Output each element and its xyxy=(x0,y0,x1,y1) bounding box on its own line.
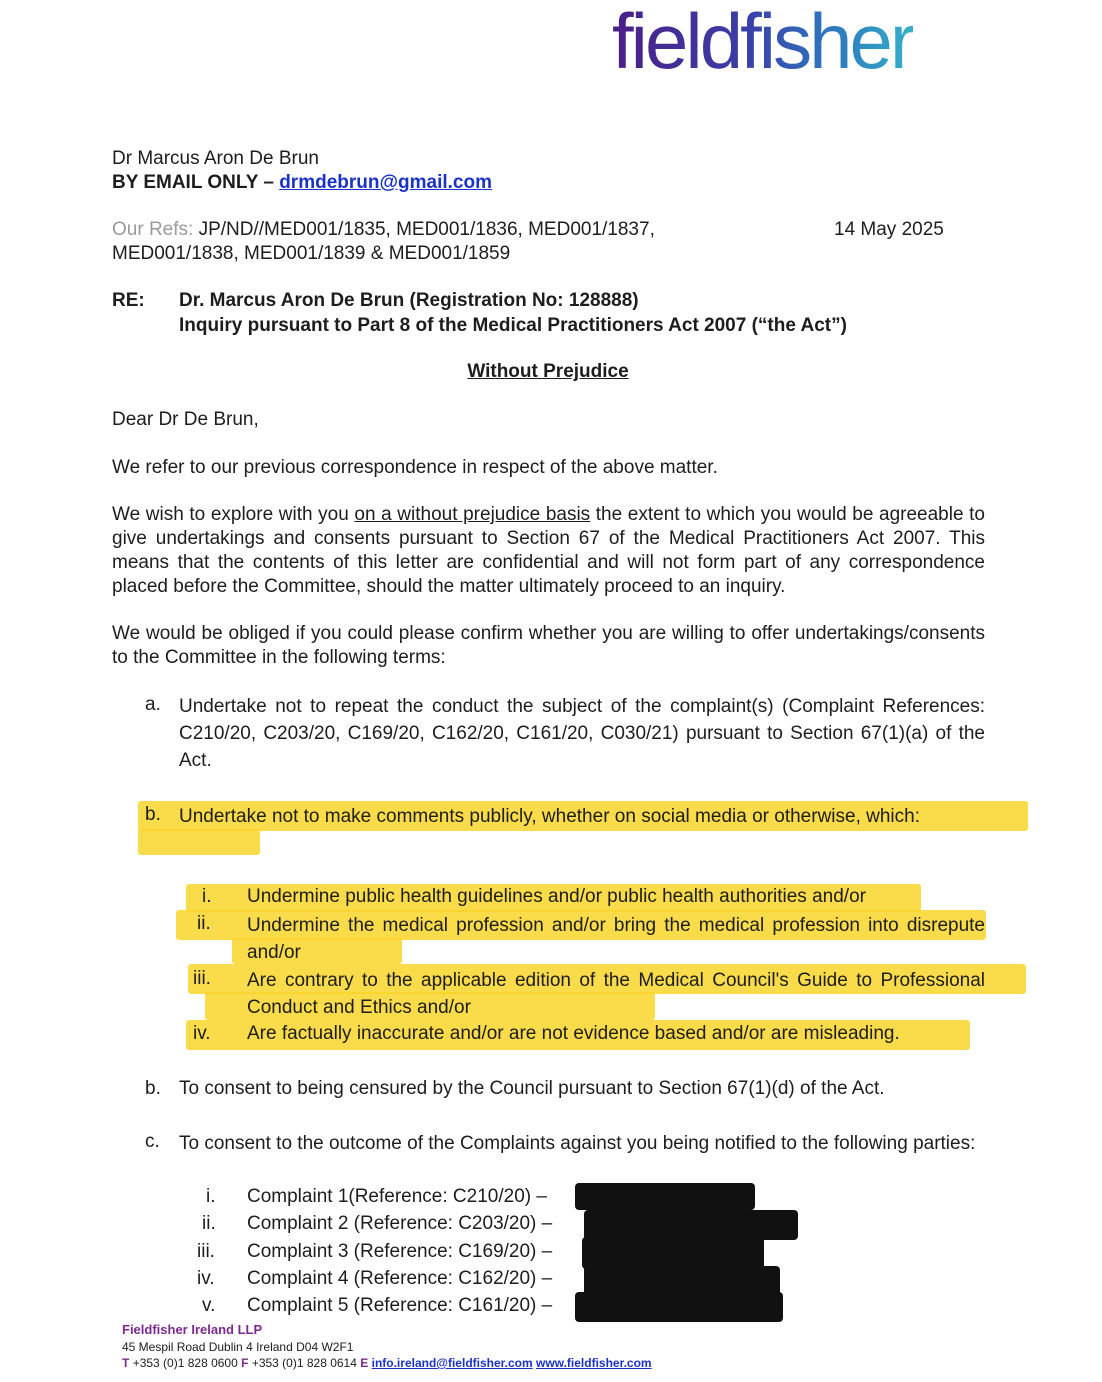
item-c-marker: c. xyxy=(145,1131,160,1152)
complaint-1-marker: i. xyxy=(206,1186,216,1207)
re-line-2: Inquiry pursuant to Part 8 of the Medical Practitioners Act 2007 (“the Act”) xyxy=(179,315,847,336)
item-a-text: Undertake not to repeat the conduct the subject of the complaint(s) (Complaint References: C210/20, C203/20, C169/20, C162/20, C161/20, C030/21) pursuant to Section 67(1)(a) of the Act. xyxy=(179,696,985,771)
subitem-iii-text: Are contrary to the applicable edition of the Medical Council's Guide to Professional Conduct and Ethics and/or xyxy=(247,970,985,1018)
paragraph-2 xyxy=(112,503,985,599)
footer-contacts xyxy=(122,1355,652,1371)
subitem-iv-text: Are factually inaccurate and/or are not evidence based and/or are misleading. xyxy=(247,1023,900,1044)
item-b1-marker: b. xyxy=(145,804,161,825)
footer-address: 45 Mespil Road Dublin 4 Ireland D04 W2F1 xyxy=(122,1340,354,1354)
subitem-iv-marker: iv. xyxy=(193,1023,211,1044)
refs-line-2: MED001/1838, MED001/1839 & MED001/1859 xyxy=(112,243,511,264)
subitem-ii-text: Undermine the medical profession and/or bring the medical profession into disrepute and/or xyxy=(247,915,985,963)
paragraph-3: We would be obliged if you could please confirm whether you are willing to offer undertakings/consents to the Committee in the following terms: xyxy=(112,623,985,668)
refs-value-1: JP/ND//MED001/1835, MED001/1836, MED001/1837, xyxy=(198,219,655,240)
recipient-name: Dr Marcus Aron De Brun xyxy=(112,148,319,169)
letter-date: 14 May 2025 xyxy=(834,219,944,240)
without-prejudice-basis-text: on a without prejudice basis xyxy=(354,504,591,525)
complaint-4-marker: iv. xyxy=(197,1268,215,1289)
complaint-1-text: Complaint 1(Reference: C210/20) – xyxy=(247,1186,547,1207)
paragraph-1: We refer to our previous correspondence in respect of the above matter. xyxy=(112,457,718,478)
footer-phone: +353 (0)1 828 0600 xyxy=(132,1356,238,1370)
refs-line-1 xyxy=(112,218,655,242)
footer-web-link[interactable]: www.fieldfisher.com xyxy=(536,1356,652,1370)
footer-firm-name: Fieldfisher Ireland LLP xyxy=(122,1322,263,1337)
complaint-4-text: Complaint 4 (Reference: C162/20) – xyxy=(247,1268,553,1289)
without-prejudice-heading: Without Prejudice xyxy=(467,361,629,382)
subitem-i-marker: i. xyxy=(202,886,212,907)
paragraph-2-start: We wish to explore with you xyxy=(112,504,349,525)
footer-fax: +353 (0)1 828 0614 xyxy=(251,1356,357,1370)
redaction-5 xyxy=(575,1292,783,1322)
by-email-label: BY EMAIL ONLY – xyxy=(112,172,274,193)
redaction-1 xyxy=(575,1183,755,1210)
fieldfisher-logo: fieldfisher xyxy=(612,0,913,85)
salutation: Dear Dr De Brun, xyxy=(112,409,259,430)
footer-phone-label: T xyxy=(122,1356,130,1370)
subitem-iii-marker: iii. xyxy=(193,968,211,989)
footer-fax-label: F xyxy=(241,1356,249,1370)
re-line-1: Dr. Marcus Aron De Brun (Registration No: 128888) xyxy=(179,290,639,311)
redaction-3 xyxy=(582,1237,764,1269)
item-b2-marker: b. xyxy=(145,1078,161,1099)
complaint-2-text: Complaint 2 (Reference: C203/20) – xyxy=(247,1213,553,1234)
highlight-b-line2 xyxy=(138,829,260,855)
recipient-email-link[interactable]: drmdebrun@gmail.com xyxy=(279,172,492,193)
item-a-marker: a. xyxy=(145,694,161,715)
item-c-text: To consent to the outcome of the Complaints against you being notified to the following parties: xyxy=(179,1133,976,1154)
complaint-3-marker: iii. xyxy=(197,1241,215,1262)
email-line xyxy=(112,171,492,195)
complaint-5-text: Complaint 5 (Reference: C161/20) – xyxy=(247,1295,553,1316)
footer-email-label: E xyxy=(360,1356,369,1370)
item-b1-text: Undertake not to make comments publicly, whether on social media or otherwise, which: xyxy=(179,806,920,827)
re-label: RE: xyxy=(112,290,145,311)
complaint-3-text: Complaint 3 (Reference: C169/20) – xyxy=(247,1241,553,1262)
item-b2-text: To consent to being censured by the Council pursuant to Section 67(1)(d) of the Act. xyxy=(179,1078,885,1099)
footer-email-link[interactable]: info.ireland@fieldfisher.com xyxy=(371,1356,533,1370)
subitem-ii-marker: ii. xyxy=(197,913,211,934)
subitem-i-text: Undermine public health guidelines and/or public health authorities and/or xyxy=(247,886,866,907)
paragraph-2-rest: the extent to which you would be agreeable to give undertakings and consents pursuant to Section 67 of the Medical Practitioners Act 2007. This means that the contents of this letter are confidential and will not form part of any correspondence placed before the Committee, should the matter ultimately proceed to an inquiry. xyxy=(112,504,985,597)
redaction-2 xyxy=(584,1210,798,1240)
refs-label: Our Refs: xyxy=(112,219,194,240)
complaint-2-marker: ii. xyxy=(202,1213,216,1234)
complaint-5-marker: v. xyxy=(202,1295,216,1316)
